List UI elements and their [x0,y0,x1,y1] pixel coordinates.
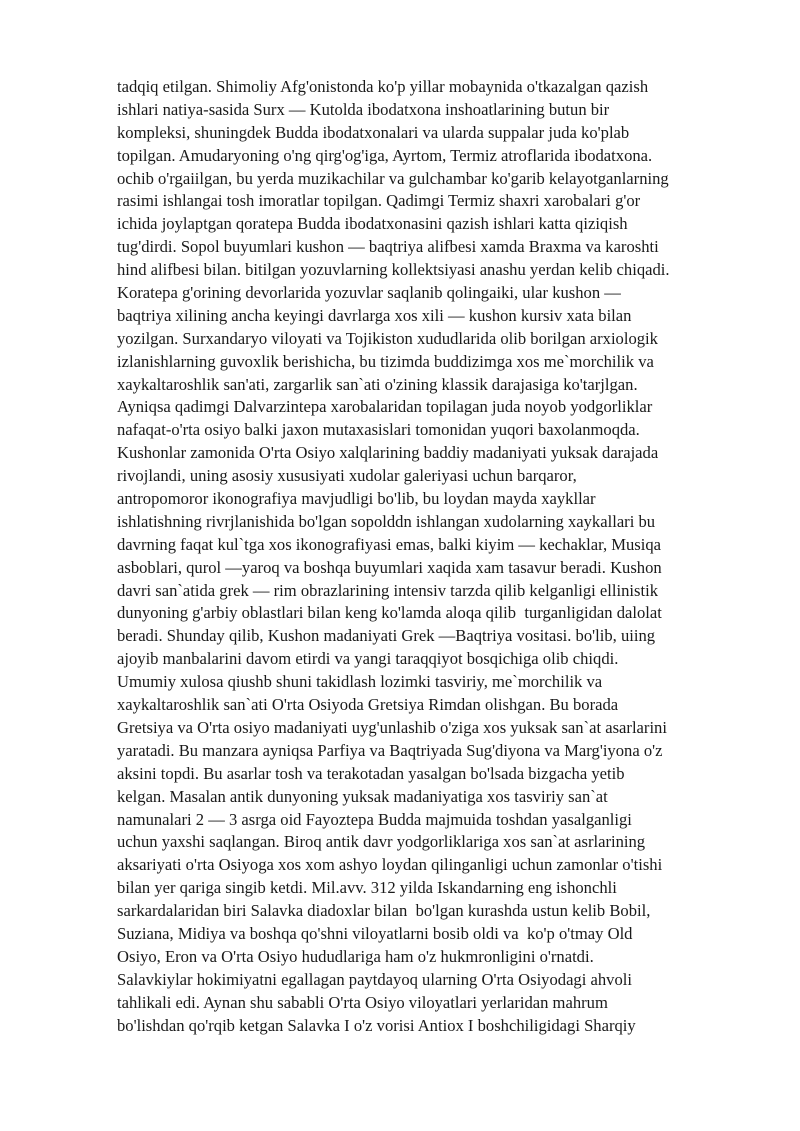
text-line: kelgan. Masalan antik dunyoning yuksak madaniyatiga xos tasviriy san`at [117,786,608,806]
text-line: Gretsiya va O'rta osiyo madaniyati uyg'unlashib o'ziga xos yuksak san`at asarlarini [117,717,667,737]
text-line: Osiyo, Eron va O'rta Osiyo hududlariga ham o'z hukmronligini o'rnatdi. [117,946,594,966]
text-line: ishlatishning rivrjlanishida bo'lgan sopolddn ishlangan xudolarning xaykallari bu [117,511,656,531]
text-line: asboblari, qurol —yaroq va boshqa buyumlari xaqida xam tasavur beradi. Kushon [117,557,662,577]
text-line: yaratadi. Bu manzara ayniqsa Parfiya va Baqtriyada Sug'diyona va Marg'iyona o'z [117,740,663,760]
text-line: Salavkiylar hokimiyatni egallagan paytdayoq ularning O'rta Osiyodagi ahvoli [117,969,632,989]
text-line: xaykaltaroshlik san`ati O'rta Osiyoda Gretsiya Rimdan olishgan. Bu borada [117,695,619,715]
text-line: aksini topdi. Bu asarlar tosh va terakotadan yasalgan bo'lsada bizgacha yetib [117,763,625,783]
text-line: aksariyati o'rta Osiyoga xos xom ashyo loydan qilinganligi uchun zamonlar o'tishi [117,855,663,875]
text-line: ishlari natiya-sasida Surx — Kutolda ibodatxona inshoatlarining butun bir [117,99,610,119]
text-line: beradi. Shunday qilib, Kushon madaniyati Grek —Baqtriya vositasi. bo'lib, uiing [117,626,656,646]
text-line: hind alifbesi bilan. bitilgan yozuvlarning kollektsiyasi anashu yerdan kelib chiqadi. [117,260,670,280]
text-line: namunalari 2 — 3 asrga oid Fayoztepa Budda majmuida toshdan yasalganligi [117,809,632,829]
text-line: Ayniqsa qadimgi Dalvarzintepa xarobalaridan topilagan juda noyob yodgorliklar [117,397,653,417]
text-line: Umumiy xulosa qiushb shuni takidlash lozimki tasviriy, me`morchilik va [117,672,603,692]
text-line: sarkardalaridan biri Salavka diadoxlar bilan bo'lgan kurashda ustun kelib Bobil, [117,901,651,921]
text-line: rasimi ishlangai tosh imoratlar topilgan. Qadimgi Termiz shaxri xarobalari g'or [117,191,641,211]
text-line: bo'lishdan qo'rqib ketgan Salavka I o'z vorisi Antiox I boshchiligidagi Sharqiy [117,1015,636,1035]
text-line: uchun yaxshi saqlangan. Biroq antik davr yodgorliklariga xos san`at asrlarining [117,832,646,852]
text-line: tahlikali edi. Aynan shu sababli O'rta Osiyo viloyatlari yerlaridan mahrum [117,992,608,1012]
body-text [117,76,757,1037]
text-line: baqtriya xilining ancha keyingi davrlarga xos xili — kushon kursiv xata bilan [117,305,632,325]
text-line: izlanishlarning guvoxlik berishicha, bu tizimda buddizimga xos me`morchilik va [117,351,654,371]
text-line: dunyoning g'arbiy oblastlari bilan keng ko'lamda aloqa qilib turganligidan dalolat [117,603,662,623]
text-line: topilgan. Amudaryoning o'ng qirg'og'iga, Ayrtom, Termiz atroflarida ibodatxona. [117,145,653,165]
text-line: xaykaltaroshlik san'ati, zargarlik san`ati o'zining klassik darajasiga ko'tarjlgan. [117,374,638,394]
text-line: ajoyib manbalarini davom etirdi va yangi taraqqiyot bosqichiga olib chiqdi. [117,649,619,669]
text-line: kompleksi, shuningdek Budda ibodatxonalari va ularda suppalar juda ko'plab [117,122,630,142]
text-line: bilan yer qariga singib ketdi. Mil.avv. 312 yilda Iskandarning eng ishonchli [117,878,617,898]
text-line: Koratepa g'orining devorlarida yozuvlar saqlanib qolingaiki, ular kushon — [117,283,621,303]
text-line: tadqiq etilgan. Shimoliy Afg'onistonda ko'p yillar mobaynida o'tkazalgan qazish [117,77,649,96]
text-line: yozilgan. Surxandaryo viloyati va Tojikiston xududlarida olib borilgan arxiologik [117,328,658,348]
text-line: davrning faqat kul`tga xos ikonografiyasi emas, balki kiyim — kechaklar, Musiqa [117,534,662,554]
text-line: Kushonlar zamonida O'rta Osiyo xalqlarining baddiy madaniyati yuksak darajada [117,443,659,463]
text-line: rivojlandi, uning asosiy xususiyati xudolar galeriyasi uchun barqaror, [117,466,577,486]
text-line: ochib o'rgaiilgan, bu yerda muzikachilar va gulchambar ko'garib kelayotganlarning [117,168,669,188]
text-line: Suziana, Midiya va boshqa qo'shni viloyatlarni bosib oldi va ko'p o'tmay Old [117,923,633,943]
text-line: nafaqat-o'rta osiyo balki jaxon mutaxasislari tomonidan yuqori baxolanmoqda. [117,420,640,440]
text-line: antropomoror ikonografiya mavjudligi bo'lib, bu loydan mayda xaykllar [117,489,596,509]
text-line: tug'dirdi. Sopol buyumlari kushon — baqtriya alifbesi xamda Braxma va karoshti [117,237,659,257]
text-line: davri san`atida grek — rim obrazlarining intensiv tarzda qilib kelganligi ellinistik [117,580,658,600]
text-line: ichida joylaptgan qoratepa Budda ibodatxonasini qazish ishlari katta qiziqish [117,214,628,234]
